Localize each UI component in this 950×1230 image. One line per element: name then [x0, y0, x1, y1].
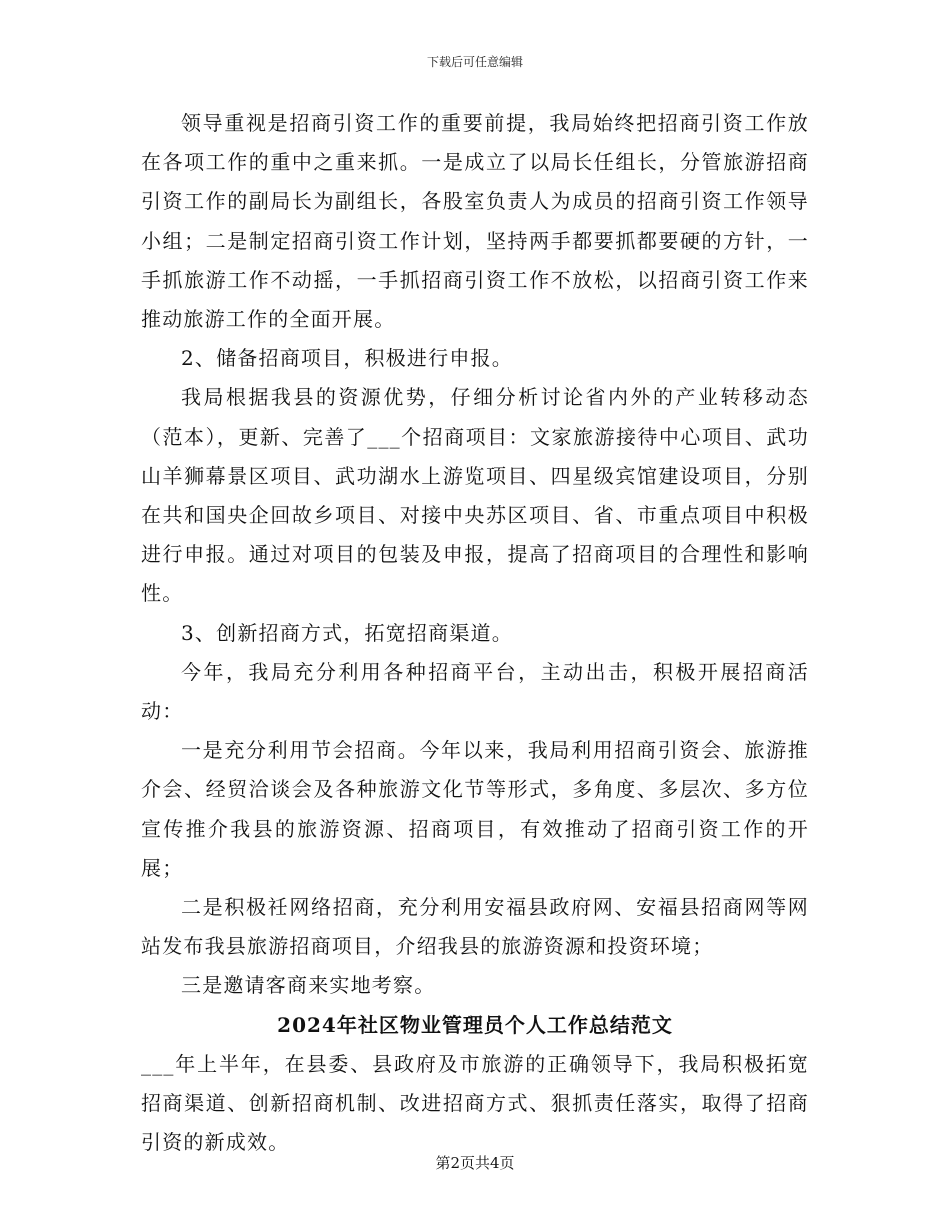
paragraph-item-2: 二是积极祍网络招商，充分利用安福县政府网、安福县招商网等网站发布我县旅游招商项目，介绍我县的旅游资源和投资环境；	[141, 895, 809, 959]
page-number: 第2页共4页	[435, 1154, 515, 1172]
paragraph-item-3: 三是邀请客商来实地考察。	[181, 973, 436, 998]
paragraph-projects: 我局根据我县的资源优势，仔细分析讨论省内外的产业转移动态（范本），更新、完善了___个招商项目：文家旅游接待中心项目、武功山羊狮幕景区项目、武功湖水上游览项目、四星级宾馆建设项目，分别在共和国央企回故乡项目、对接中央苏区项目、省、市重点项目中积极进行申报。通过对项目的包装及申报，提高了招商项目的合理性和影响性。	[141, 385, 809, 606]
paragraph-this-year: 今年，我局充分利用各种招商平台，主动出击，积极开展招商活动：	[141, 659, 809, 724]
paragraph-leadership: 领导重视是招商引资工作的重要前提，我局始终把招商引资工作放在各项工作的重中之重来抓。一是成立了以局长任组长，分管旅游招商引资工作的副局长为副组长，各股室负责人为成员的招商引资工作领导小组；二是制定招商引资工作计划，坚持两手都要抓都要硬的方针，一手抓旅游工作不动摇，一手抓招商引资工作不放松，以招商引资工作来推动旅游工作的全面开展。	[141, 111, 809, 332]
paragraph-heading-3: 3、创新招商方式，拓宽招商渠道。	[181, 620, 513, 645]
paragraph-closing: ___年上半年，在县委、县政府及市旅游的正确领导下，我局积极拓宽招商渠道、创新招商机制、改进招商方式、狠抓责任落实，取得了招商引资的新成效。	[141, 1051, 809, 1155]
section-title: 2024年社区物业管理员个人工作总结范文	[277, 1012, 673, 1037]
page-header: 下载后可任意编辑	[426, 55, 523, 69]
paragraph-item-1: 一是充分利用节会招商。今年以来，我局利用招商引资会、旅游推介会、经贸洽谈会及各种旅游文化节等形式，多角度、多层次、多方位宣传推介我县的旅游资源、招商项目，有效推动了招商引资工作的开展；	[141, 738, 809, 880]
document-body	[141, 104, 809, 1162]
paragraph-heading-2: 2、储备招商项目，积极进行申报。	[181, 346, 513, 371]
